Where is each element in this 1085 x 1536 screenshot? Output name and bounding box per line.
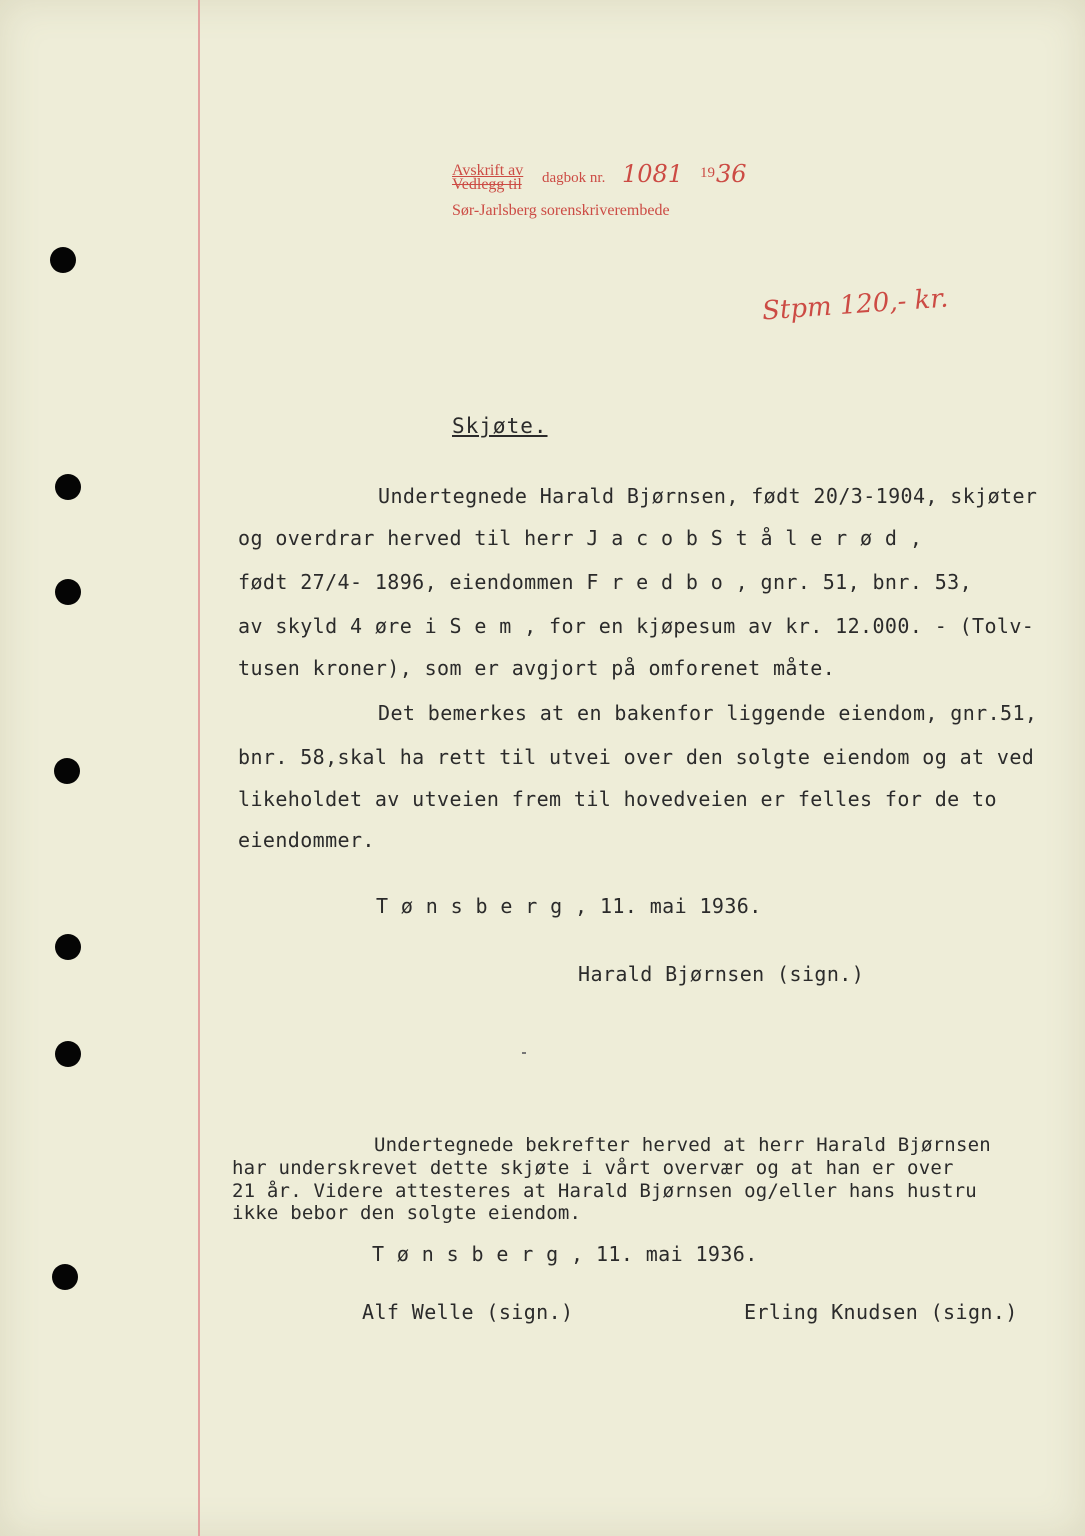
paragraph1-line: Undertegnede Harald Bjørnsen, født 20/3-1904, skjøter	[378, 484, 1038, 508]
punch-hole	[54, 758, 80, 784]
document-title: Skjøte.	[452, 414, 548, 438]
punch-hole	[55, 1041, 81, 1067]
punch-hole	[50, 247, 76, 273]
paragraph2-line: bnr. 58,skal ha rett til utvei over den solgte eiendom og at ved	[238, 745, 1035, 769]
punch-hole	[55, 474, 81, 500]
stamp-line-avskrift: Avskrift av	[452, 162, 524, 179]
punch-hole	[52, 1264, 78, 1290]
paragraph2-line: Det bemerkes at en bakenfor liggende eiendom, gnr.51,	[378, 701, 1038, 725]
paragraph2-line: eiendommer.	[238, 828, 375, 852]
year-suffix: 36	[716, 160, 747, 188]
place-date: T ø n s b e r g , 11. mai 1936.	[376, 894, 762, 918]
year-prefix: 19	[700, 165, 715, 181]
place-date: T ø n s b e r g , 11. mai 1936.	[372, 1242, 758, 1266]
paragraph2-line: likeholdet av utveien frem til hovedveien er felles for de to	[238, 787, 997, 811]
paper-speck	[522, 1052, 526, 1054]
dagbok-number: 1081	[622, 160, 684, 188]
margin-line	[198, 0, 200, 1536]
signature: Harald Bjørnsen (sign.)	[578, 962, 865, 986]
paragraph3-line: Undertegnede bekrefter herved at herr Harald Bjørnsen	[374, 1134, 991, 1156]
stamp-line-vedlegg: Vedlegg til	[452, 176, 522, 193]
paragraph1-line: og overdrar herved til herr J a c o b S t å l e r ø d ,	[238, 526, 923, 550]
fee-note: Stpm 120,- kr.	[761, 283, 950, 327]
stamp-office-name: Sør-Jarlsberg sorenskriverembede	[452, 202, 670, 219]
paragraph3-line: ikke bebor den solgte eiendom.	[232, 1202, 582, 1224]
paragraph1-line: tusen kroner), som er avgjort på omforenet måte.	[238, 656, 836, 680]
punch-hole	[55, 934, 81, 960]
witness-signature: Alf Welle (sign.)	[362, 1300, 574, 1324]
paragraph1-line: født 27/4- 1896, eiendommen F r e d b o , gnr. 51, bnr. 53,	[238, 570, 973, 594]
paragraph3-line: har underskrevet dette skjøte i vårt overvær og at han er over	[232, 1157, 954, 1179]
stamp-dagbok-label: dagbok nr.	[542, 170, 606, 186]
punch-hole	[55, 579, 81, 605]
witness-signature: Erling Knudsen (sign.)	[744, 1300, 1018, 1324]
paragraph1-line: av skyld 4 øre i S e m , for en kjøpesum av kr. 12.000. - (Tolv-	[238, 614, 1035, 638]
paragraph3-line: 21 år. Videre attesteres at Harald Bjørnsen og/eller hans hustru	[232, 1180, 977, 1202]
